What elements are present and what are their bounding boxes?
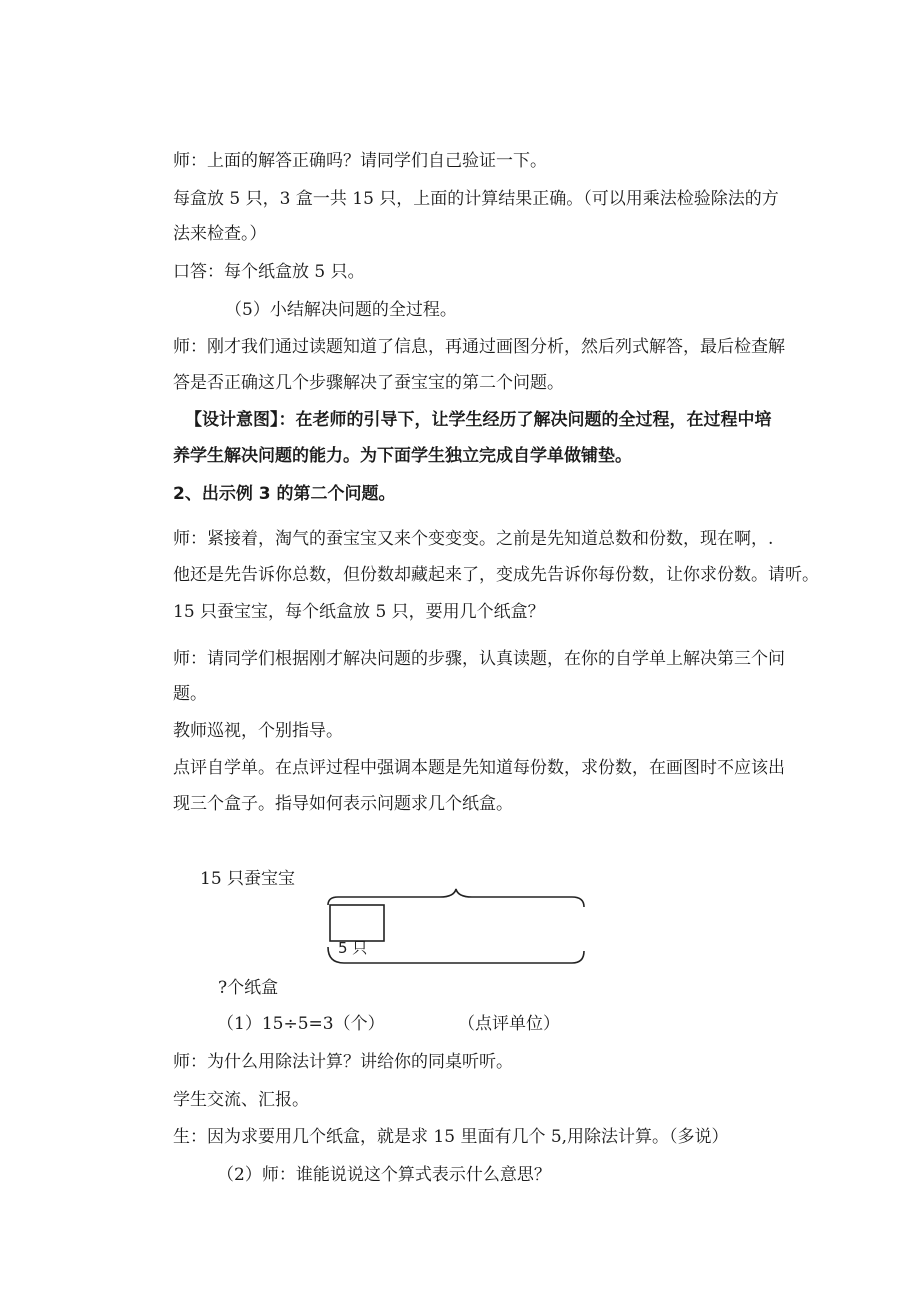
line-5: （5）小结解决问题的全过程。 — [225, 300, 457, 320]
section-heading: 2、出示例 3 的第二个问题。 — [173, 484, 396, 504]
design-intent-line-1: 【设计意图】：在老师的引导下，让学生经历了解决问题的全过程，在过程中培 — [185, 410, 772, 430]
line-25: 生：因为求要用几个纸盒，就是求 15 里面有几个 5,用除法计算。（多说） — [173, 1127, 729, 1147]
box-label: 5 只 — [338, 939, 368, 957]
equation-note: （点评单位） — [458, 1014, 560, 1034]
line-18: 现三个盒子。指导如何表示问题求几个纸盒。 — [173, 794, 513, 814]
design-intent-line-2: 养学生解决问题的能力。为下面学生独立完成自学单做铺垫。 — [173, 446, 632, 466]
diagram-total-label: 15 只蚕宝宝 — [200, 869, 296, 889]
line-14: 师：请同学们根据刚才解决问题的步骤，认真读题，在你的自学单上解决第三个问 — [173, 649, 785, 669]
line-12: 他还是先告诉你总数，但份数却藏起来了，变成先告诉你每份数，让你求份数。请听。 — [173, 565, 819, 585]
line-17: 点评自学单。在点评过程中强调本题是先知道每份数，求份数，在画图时不应该出 — [173, 758, 785, 778]
line-6: 师：刚才我们通过读题知道了信息，再通过画图分析，然后列式解答，最后检查解 — [173, 337, 785, 357]
line-23: 师：为什么用除法计算？讲给你的同桌听听。 — [173, 1052, 513, 1072]
line-15: 题。 — [173, 684, 207, 704]
line-24: 学生交流、汇报。 — [173, 1090, 309, 1110]
line-4: 口答：每个纸盒放 5 只。 — [173, 262, 365, 282]
equation-line: （1）15÷5=3（个） — [217, 1014, 385, 1034]
line-16: 教师巡视，个别指导。 — [173, 721, 343, 741]
line-7: 答是否正确这几个步骤解决了蚕宝宝的第二个问题。 — [173, 373, 564, 393]
diagram-question-label: ?个纸盒 — [218, 978, 279, 998]
line-11: 师：紧接着，淘气的蚕宝宝又来个变变变。之前是先知道总数和份数，现在啊，. — [173, 529, 774, 549]
line-2: 每盒放 5 只，3 盒一共 15 只，上面的计算结果正确。（可以用乘法检验除法的方 — [173, 189, 779, 209]
box-rectangle — [330, 905, 384, 941]
line-26: （2）师：谁能说说这个算式表示什么意思？ — [217, 1165, 551, 1185]
line-13: 15 只蚕宝宝，每个纸盒放 5 只，要用几个纸盒？ — [173, 602, 545, 622]
line-3: 法来检查。） — [173, 224, 267, 244]
line-1: 师：上面的解答正确吗？请同学们自己验证一下。 — [173, 151, 547, 171]
division-diagram — [320, 885, 592, 975]
